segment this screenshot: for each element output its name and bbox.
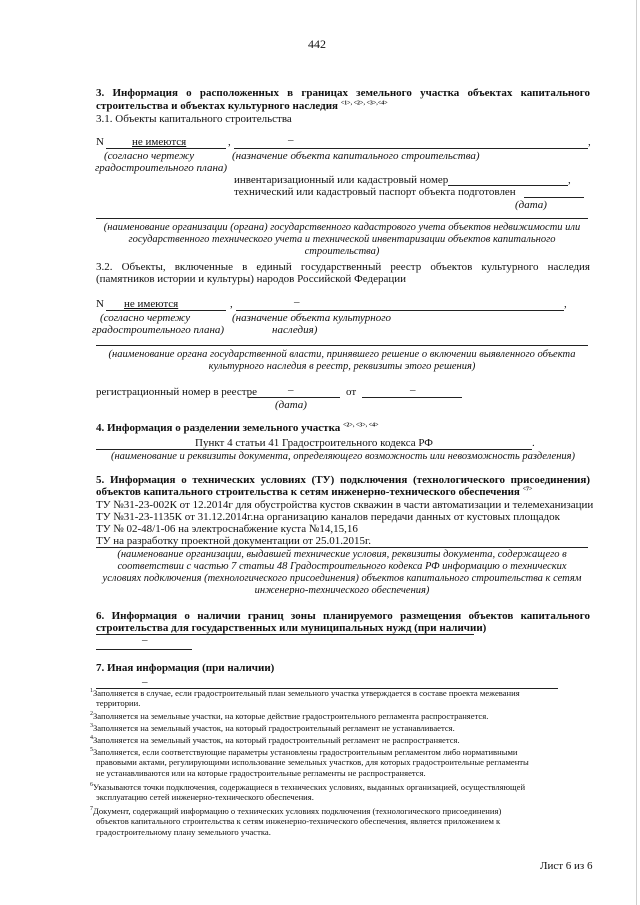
org-caption-line3: строительства) <box>304 246 380 257</box>
separator: , <box>230 298 233 310</box>
tu-line: ТУ №31-23-1135К от 31.12.2014г.на организацию каналов передачи данных от кустовых площадок <box>96 511 560 523</box>
caption-object-purpose: (назначение объекта капитального строительства) <box>232 150 480 162</box>
caption-per-drawing: (согласно чертежу <box>100 312 191 324</box>
footnote-cont: объектов капитального строительства к сетям инженерно-технического обеспечения, является приложением к <box>96 816 501 826</box>
caption-per-drawing-2: градостроительного плана) <box>92 324 225 336</box>
n-label: N <box>96 136 104 148</box>
section6-value: – <box>142 634 148 646</box>
heritage-purpose-value: – <box>294 296 300 308</box>
footnote: $^7$Документ, содержащий информацию о технических условиях подключения (технологического присоединения) <box>90 805 502 816</box>
date-caption: (дата) <box>515 199 547 211</box>
org-caption-line2: государственного технического учета и технической инвентаризации объектов капитального <box>128 234 556 245</box>
passport-label: технический или кадастровый паспорт объекта подготовлен <box>234 186 516 198</box>
registry-date-value: – <box>410 384 416 396</box>
registry-number-value: – <box>288 384 294 396</box>
section6-heading-line2: строительства для государственных или муниципальных нужд (при наличии) <box>96 622 487 634</box>
caption-heritage-purpose-2: наследия) <box>272 324 318 336</box>
org-caption-line1: (наименование организации (органа) государственного кадастрового учета объектов недвижимости или <box>103 222 581 233</box>
section3-heading: 3. Информация о расположенных в границах земельного участка объектах капитального <box>96 87 590 99</box>
subsection-3-2-title-line2: (памятников истории и культуры) народов Российской Федерации <box>96 273 407 285</box>
scan-edge <box>636 0 637 905</box>
sheet-label: Лист 6 из 6 <box>540 860 593 872</box>
document-page: 442 3. Информация о расположенных в границах земельного участка объектах капитального строительства и объектах культурного наследия $^{<1>, <2>, <3>,<4>}$ 3.1. Объекты капитального строительства N не имеются , – , (согласно чертежу градостроительного плана) (назначение объекта капитального строительства) инвентаризационный или кадастровый номер , технический или кадастровый паспорт объекта подготовлен (дата) (наименование организации (органа) государственного кадастрового учета объектов недвижимости или государственного технического учета и технической инвентаризации объектов капитального строительства) 3.2. Объекты, включенные в единый государственный реестр объектов культурного наследия (памятников истории и культуры) народов Российской Федерации N не имеются , – , (согласно чертежу градостроительного плана) (назначение объекта культурного наследия) (наименование органа государственной власти, принявшего решение о включении выявленного объекта культурного наследия в реестр, реквизиты этого решения) регистрационный номер в реестре – от – (дата) 4. Информация о разделении земельного участка $^{<2>, <3>, <4>}$ Пункт 4 статьи 41 Градостроительного кодекса РФ . (наименование и реквизиты документа, определяющего возможность или невозможность разделения) 5. Информация о технических условиях (ТУ) подключения (технологического присоединения) объектов капитального строительства к сетям инженерно-технического обеспечения $^{<7>}$ ТУ №31-23-002К от 12.2014г для обустройства кустов скважин в части автоматизации и телемеханизации ТУ №31-23-1135К от 31.12.2014г.на организацию каналов передачи данных от кустовых площадок ТУ № 02-48/1-06 на электроснабжение куста №14,15,16 ТУ на разработку проектной документации от 25.01.2015г. (наименование организации, выдавшей технические условия, реквизиты документа, содержащего в соответствии с частью 7 статьи 48 Градостроительного кодекса РФ информацию о технических условиях подключения (технологического присоединения) объектов капитального строительства к сетям инженерно-технического обеспечения) 6. Информация о наличии границ зоны планируемого размещения объектов капитального строительства для государственных или муниципальных нужд (при наличии) – 7. Иная информация (при наличии) – $^1$Заполняется в случае, если градостроительный план земельного участка утверждается в составе проекта межевания территории. $^2$Заполняется на земельные участки, на которые действие градостроительного регламента распространяется. $^3$Заполняется на земельный участок, на который градостроительный регламент не устанавливается. $^4$Заполняется на земельный участок, на который градостроительный регламент не распространяется. $^5$Заполняется, если соответствующие параметры установлены градостроительным регламентом либо нормативными правовыми актами, регулирующими использование земельных участков, для которых градостроительные регламенты не устанавливаются или на которые градостроительные регламенты не распространяется. $^6$Указываются точки подключения, содержащиеся в технических условиях, выданных организацией, осуществляющей эксплуатацию сетей инженерно-технического обеспечения. $^7$Документ, содержащий информацию о технических условиях подключения (технологического присоединения) объектов капитального строительства к сетям инженерно-технического обеспечения, является приложением к градостроительному плану земельного участка. Лист 6 из 6 <box>0 0 640 905</box>
footnote-cont: не устанавливаются или на которые градостроительные регламенты не распространяется. <box>96 768 426 778</box>
footnote-marks: <2>, <3>, <4> <box>343 422 379 429</box>
n-label: N <box>96 298 104 310</box>
footnote: $^1$Заполняется в случае, если градостроительный план земельного участка утверждается в составе проекта межевания <box>90 687 520 698</box>
caption-heritage-purpose: (назначение объекта культурного <box>232 312 392 324</box>
object-number-value: не имеются <box>132 136 187 148</box>
page-number: 442 <box>308 37 326 51</box>
caption-per-drawing: (согласно чертежу <box>104 150 195 162</box>
heritage-org-caption-line2: культурного наследия в реестр, реквизиты этого решения) <box>208 361 476 372</box>
footnote: $^2$Заполняется на земельные участки, на которые действие градостроительного регламента распространяется. <box>90 710 489 721</box>
section5-caption-line2: соответствии с частью 7 статьи 48 Градостроительного кодекса РФ информацию о технических <box>117 561 567 572</box>
heritage-number-value: не имеются <box>124 298 179 310</box>
section5-caption-line4: инженерно-технического обеспечения) <box>254 585 430 596</box>
separator: , <box>588 136 591 148</box>
footnote: $^3$Заполняется на земельный участок, на который градостроительный регламент не устанавливается. <box>90 722 455 733</box>
section4-value: Пункт 4 статьи 41 Градостроительного кодекса РФ <box>195 437 433 449</box>
footnote-marks: <1>, <2>, <3>,<4> <box>340 100 388 107</box>
registry-number-label: регистрационный номер в реестре <box>96 386 258 398</box>
section6-heading: 6. Информация о наличии границ зоны планируемого размещения объектов капитального <box>96 610 590 622</box>
tu-line: ТУ №31-23-002К от 12.2014г для обустройства кустов скважин в части автоматизации и телемеханизации <box>96 499 594 511</box>
section4-heading: 4. Информация о разделении земельного участка $^{<2>, <3>, <4>}$ <box>96 422 379 434</box>
section7-value: – <box>142 676 148 688</box>
subsection-3-1-title: 3.1. Объекты капитального строительства <box>96 113 292 125</box>
footnote: $^6$Указываются точки подключения, содержащиеся в технических условиях, выданных организацией, осуществляющей <box>90 781 526 792</box>
separator: , <box>564 298 567 310</box>
caption-per-drawing-2: градостроительного плана) <box>95 162 228 174</box>
footnote: $^5$Заполняется, если соответствующие параметры установлены градостроительным регламентом либо нормативными <box>90 746 518 757</box>
separator: , <box>228 136 231 148</box>
footnote: $^4$Заполняется на земельный участок, на который градостроительный регламент не распространяется. <box>90 734 460 745</box>
footnote-cont: эксплуатацию сетей инженерно-технического обеспечения. <box>96 792 314 802</box>
registry-from-label: от <box>346 386 357 398</box>
section7-heading: 7. Иная информация (при наличии) <box>96 662 275 674</box>
footnote-cont: правовыми актами, регулирующими использование земельных участков, для которых градостроительные регламенты <box>96 757 529 767</box>
tu-line: ТУ № 02-48/1-06 на электроснабжение куста №14,15,16 <box>96 523 358 535</box>
section5-caption-line3: условиях подключения (технологического присоединения) объектов капитального строительства к сетям <box>102 573 582 584</box>
section5-heading: 5. Информация о технических условиях (ТУ) подключения (технологического присоединения) <box>96 474 590 486</box>
separator: , <box>568 174 571 186</box>
tu-line: ТУ на разработку проектной документации от 25.01.2015г. <box>96 535 372 547</box>
section3-heading-line2: строительства и объектах культурного наследия $^{<1>, <2>, <3>,<4>}$ <box>96 100 388 112</box>
footnote-cont: градостроительному плану земельного участка. <box>96 827 271 837</box>
section5-caption-line1: (наименование организации, выдавшей технические условия, реквизиты документа, содержащего в <box>117 549 567 560</box>
inventory-number-label: инвентаризационный или кадастровый номер <box>234 174 449 186</box>
footnote-cont: территории. <box>96 698 141 708</box>
section5-heading-line2: объектов капитального строительства к сетям инженерно-технического обеспечения $^{<7>}$ <box>96 486 533 498</box>
subsection-3-2-title: 3.2. Объекты, включенные в единый государственный реестр объектов культурного наследия <box>96 261 590 273</box>
section4-caption: (наименование и реквизиты документа, определяющего возможность или невозможность разделения) <box>110 451 576 462</box>
object-purpose-value: – <box>288 134 294 146</box>
heritage-org-caption-line1: (наименование органа государственной власти, принявшего решение о включении выявленного объекта <box>108 349 576 360</box>
registry-date-caption: (дата) <box>275 399 307 411</box>
footnote-marks: <7> <box>522 486 533 493</box>
